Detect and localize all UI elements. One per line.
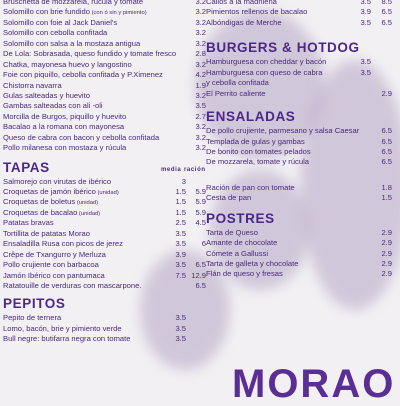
menu-item-price-media: 3.5: [175, 334, 186, 344]
menu-item-name: Cómete a Gallussi: [206, 248, 269, 258]
menu-item-name: Gambas salteadas con ali -oli: [3, 101, 103, 111]
menu-item-name: Croquetas de bacalao (unidad): [3, 207, 101, 217]
menu-item-price: 6.5: [381, 136, 392, 146]
menu-item-name: Solomillo con brie fundido (con ó sin y pimiento): [3, 7, 147, 17]
pepitos-list: [3, 313, 208, 344]
menu-item-note: (unidad): [95, 190, 119, 196]
menu-item-name: Croquetas de boletus (unidad): [3, 197, 99, 207]
menu-item-name: Bull negre: butifarra negra con tomate: [3, 334, 131, 344]
menu-item: [3, 18, 208, 28]
menu-item: [206, 269, 398, 279]
menu-item: [3, 39, 208, 49]
menu-item: [206, 183, 398, 193]
menu-item-price-media: 7.5: [175, 270, 186, 280]
menu-item-price-media: 3.5: [360, 0, 371, 6]
menu-item: [206, 18, 398, 28]
menu-item: [3, 49, 208, 59]
section-title-pepitos: PEPITOS: [3, 296, 66, 312]
menu-item-price-media: 3.5: [175, 313, 186, 323]
menu-item-name: Solomillo con cebolla confitada: [3, 28, 108, 38]
menu-item-price-media: 1.5: [175, 207, 186, 217]
menu-item-price-media: 3: [181, 176, 186, 186]
menu-item: [3, 229, 208, 239]
burgers-list: [206, 57, 398, 99]
menu-item-price: 2.7: [195, 111, 206, 121]
menu-item-name: Hamburguesa con cheddar y bacón: [206, 57, 327, 67]
menu-item-name: Tarta de Queso: [206, 227, 258, 237]
menu-item-name: Foie con piquillo, cebolla confitada y P.Ximenez: [3, 70, 163, 80]
menu-item-price: 2.8: [195, 49, 206, 59]
menu-item-name: Croquetas de jamón ibérico (unidad): [3, 187, 119, 196]
section-title-burgers: BURGERS & HOTDOG: [206, 40, 360, 56]
menu-item-price: 8.5: [381, 0, 392, 6]
menu-item-name: Cesta de pan: [206, 193, 252, 203]
menu-item-name: Tarta de galleta y chocolate: [206, 259, 299, 268]
menu-item-name: Gulas salteadas y huevito: [3, 90, 90, 100]
menu-item-name: Solomillo con foie al Jack Daniel's: [3, 17, 118, 27]
menu-item-name-line2: y cebolla confitada: [206, 78, 269, 88]
ensaladas-list: [206, 126, 398, 168]
menu-item-name: Solomillo con salsa a la mostaza antigua: [3, 38, 141, 48]
menu-item-price-media: 3.5: [175, 228, 186, 238]
menu-item-name: Tortillita de patatas Morao: [3, 228, 90, 238]
menu-item-price: 4.5: [195, 218, 206, 228]
menu-item-name: De Lola: Sobrasada, queso fundido y tomate fresco: [3, 49, 177, 59]
menu-item-price-media: 3.5: [175, 239, 186, 249]
menu-item-name: Crêpe de Txangurro y Merluza: [3, 249, 106, 259]
postres-list: [206, 228, 398, 280]
menu-item-price: 3.2: [195, 28, 206, 38]
menu-item-price: 3.2: [195, 143, 206, 153]
column-header-racion: ración: [184, 166, 206, 173]
menu-item-price-media: 3.5: [360, 57, 371, 67]
menu-item-name: Salmorejo con virutas de ibérico: [3, 176, 112, 186]
menu-item: [3, 197, 208, 207]
menu-item-price: 3.2: [195, 90, 206, 100]
menu-item: [206, 137, 398, 147]
section-title-ensaladas: ENSALADAS: [206, 109, 296, 125]
menu-item: [3, 250, 208, 260]
menu-item-price-media: 2.5: [175, 218, 186, 228]
menu-item-price: 6.5: [381, 17, 392, 27]
menu-item: [3, 7, 208, 17]
menu-item: [3, 112, 208, 122]
menu-item-price-media: 1.5: [175, 197, 186, 207]
menu-item-price-media: 3.9: [175, 249, 186, 259]
menu-item: [3, 143, 208, 153]
menu-item: [3, 239, 208, 249]
menu-item: [3, 260, 208, 270]
menu-item: [3, 271, 208, 281]
menu-item-name: Templada de gulas y gambas: [206, 136, 305, 146]
menu-item-name: Patatas bravas: [3, 218, 54, 228]
menu-item-name: Bacalao a la romana con mayonesa: [3, 122, 125, 132]
menu-item-name: Pollo crujiente con barbacoa: [3, 260, 99, 270]
tostas-list: [3, 0, 208, 154]
menu-item-name: De mozzarela, tomate y rúcula: [206, 157, 309, 167]
menu-item-price: 2.9: [381, 88, 392, 98]
menu-item: [3, 218, 208, 228]
menu-item-name: Albóndigas de Merche: [206, 17, 282, 27]
menu-item: [3, 101, 208, 111]
menu-item-name: Lomo, bacón, brie y pimiento verde: [3, 323, 122, 333]
menu-item-price: 6.5: [195, 280, 206, 290]
menu-item-price: 6.5: [381, 146, 392, 156]
menu-item: [206, 7, 398, 17]
menu-item-note: (con ó sin y pimiento): [89, 10, 147, 17]
menu-item: [206, 57, 398, 67]
menu-item-name: Bruschetta de mozzarela, rúcula y tomate: [3, 0, 144, 6]
menu-item-price: 1.9: [195, 80, 206, 90]
menu-item: [3, 281, 208, 291]
column-header-media: media: [161, 166, 182, 173]
menu-item: [3, 28, 208, 38]
menu-item-price: 2.9: [381, 248, 392, 258]
menu-item: [206, 249, 398, 259]
menu-item-name: Amante de chocolate: [206, 238, 278, 248]
menu-item: [206, 126, 398, 136]
menu-right-column: [206, 0, 398, 280]
menu-item-price: 1.5: [381, 193, 392, 203]
menu-item-price: 5.9: [195, 187, 206, 196]
menu-item-price: 3.5: [195, 101, 206, 111]
menu-item-price: 5.9: [195, 207, 206, 217]
menu-item-name: Pollo milanesa con mostaza y rúcula: [3, 143, 127, 153]
menu-item-name: Chatka, mayonesa huevo y langostino: [3, 59, 132, 69]
menu-item-continued: [206, 78, 398, 88]
menu-item-name: El Perrito caliente: [206, 88, 266, 98]
menu-item-name: Pimientos rellenos de bacalao: [206, 7, 308, 17]
menu-item-name: Ratatouille de verduras con mascarpone.: [3, 280, 142, 290]
menu-item-price: 6.5: [381, 7, 392, 17]
menu-item: [3, 324, 208, 334]
menu-item: [3, 187, 208, 197]
menu-item: [206, 147, 398, 157]
menu-item: [206, 0, 398, 7]
menu-item-price-media: 3.9: [360, 7, 371, 17]
menu-item: [3, 0, 208, 7]
menu-item-name: Queso de cabra con bacon y cebolla confitada: [3, 132, 160, 142]
menu-item-price: 3.2: [195, 132, 206, 142]
menu-item-price: 2.9: [381, 269, 392, 279]
menu-item-price: 2.9: [381, 227, 392, 237]
section-title-tapas: TAPAS media ración: [3, 159, 208, 177]
menu-item-name: Jamón Ibérico con pantumaca: [3, 270, 105, 280]
menu-item: [206, 259, 398, 269]
menu-item-name: Pepito de ternera: [3, 313, 62, 323]
menu-item-name: Morcilla de Burgos, piquillo y huevito: [3, 111, 127, 121]
menu-item-price-media: 3.5: [360, 17, 371, 27]
menu-item: [206, 228, 398, 238]
menu-item: [206, 89, 398, 99]
menu-item: [3, 133, 208, 143]
menu-item-price: 5.9: [195, 197, 206, 207]
menu-item: [3, 208, 208, 218]
menu-item-price: 4.2: [195, 70, 206, 80]
menu-item-name: De bonito con tomates pelados: [206, 146, 311, 156]
section-title-postres: POSTRES: [206, 210, 275, 226]
menu-item: [3, 70, 208, 80]
menu-item-price: 2.9: [381, 259, 392, 268]
menu-item: [3, 81, 208, 91]
menu-item-price: 1.8: [381, 182, 392, 192]
extras-list: [206, 183, 398, 204]
menu-item: [206, 193, 398, 203]
menu-item-price: 3.2: [195, 0, 206, 6]
menu-item-price: 3.2: [195, 59, 206, 69]
menu-item-price-media: 3.5: [360, 67, 371, 77]
menu-item-name: Chistorra navarra: [3, 80, 62, 90]
menu-item-name: De pollo crujiente, parmesano y salsa Caesar: [206, 126, 360, 136]
menu-item-name: Hamburguesa con queso de cabra: [206, 67, 323, 77]
menu-item-price: 6.5: [381, 126, 392, 136]
menu-item: [3, 91, 208, 101]
menu-item-price-media: 1.5: [175, 187, 186, 196]
menu-item: [3, 313, 208, 323]
menu-item: [206, 157, 398, 167]
menu-item: [3, 122, 208, 132]
menu-item-name: Callos a la madrileña: [206, 0, 277, 6]
menu-item-price-media: 3.5: [175, 260, 186, 270]
menu-item-note: (unidad): [75, 200, 99, 207]
menu-left-column: [3, 0, 208, 345]
menu-item-name: Flán de queso y fresas: [206, 269, 283, 279]
menu-item: [3, 334, 208, 344]
menu-item-note: (unidad): [77, 210, 101, 217]
morao-logo: MORAO: [232, 362, 396, 406]
platos-list: [206, 0, 398, 28]
menu-item-price: 3.2: [195, 7, 206, 17]
menu-item-price: 6.5: [195, 260, 206, 270]
menu-item-price-media: 3.5: [175, 323, 186, 333]
menu-item-price: 6.5: [381, 157, 392, 167]
menu-item: [3, 60, 208, 70]
menu-item-price: 3.2: [195, 17, 206, 27]
menu-item-price: 3.2: [195, 122, 206, 132]
tapas-list: [3, 177, 208, 292]
menu-item-price: 12.9: [191, 270, 206, 280]
menu-item: [3, 177, 208, 187]
menu-item-price: 6: [201, 239, 206, 249]
menu-item: [206, 68, 398, 78]
menu-item-name: Ración de pan con tomate: [206, 182, 295, 192]
menu-item-name: Ensaladilla Rusa con picos de jerez: [3, 239, 123, 249]
menu-item: [206, 238, 398, 248]
menu-item-price: 3.2: [195, 38, 206, 48]
menu-item-price: 2.9: [381, 238, 392, 248]
